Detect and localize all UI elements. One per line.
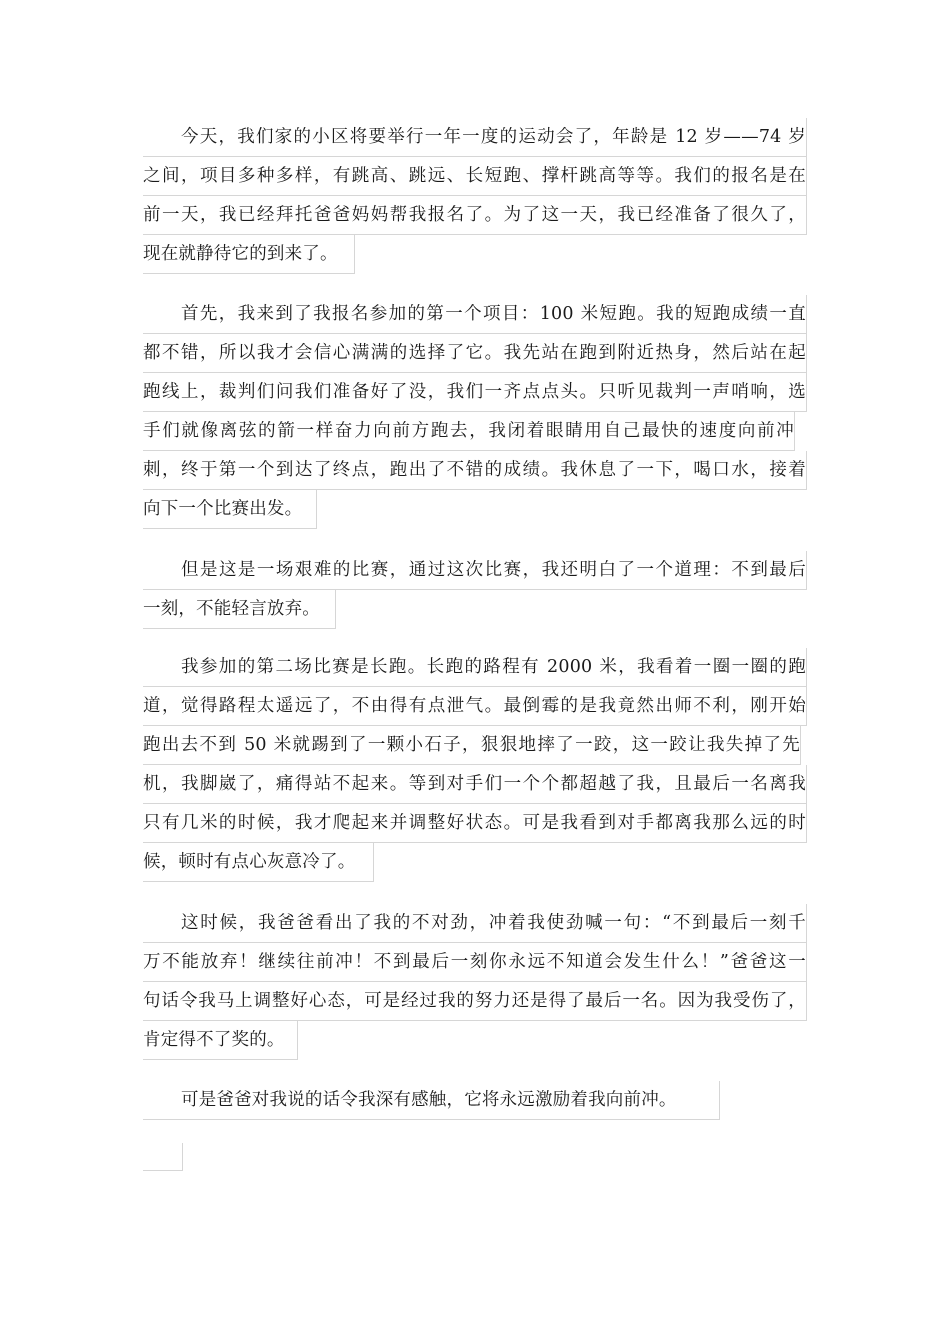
paragraph-line: 都不错，所以我才会信心满满的选择了它。我先站在跑到附近热身，然后站在起 [143, 334, 807, 373]
empty-paragraph-marker [143, 1143, 183, 1171]
paragraph-1 [143, 118, 807, 274]
paragraph-3 [143, 551, 807, 629]
paragraph-line: 前一天，我已经拜托爸爸妈妈帮我报名了。为了这一天，我已经准备了很久了， [143, 196, 807, 235]
paragraph-line: 道，觉得路程太遥远了，不由得有点泄气。最倒霉的是我竟然出师不利，刚开始 [143, 687, 807, 726]
paragraph-line: 这时候，我爸爸看出了我的不对劲，冲着我使劲喊一句：“不到最后一刻千 [143, 904, 807, 943]
paragraph-line: 肯定得不了奖的。 [143, 1021, 298, 1060]
paragraph-line: 我参加的第二场比赛是长跑。长跑的路程有 2000 米，我看着一圈一圈的跑 [143, 648, 807, 687]
paragraph-line: 今天，我们家的小区将要举行一年一度的运动会了，年龄是 12 岁——74 岁 [143, 118, 807, 157]
paragraph-line: 但是这是一场艰难的比赛，通过这次比赛，我还明白了一个道理：不到最后 [143, 551, 807, 590]
paragraph-4 [143, 648, 807, 882]
paragraph-line: 刺，终于第一个到达了终点，跑出了不错的成绩。我休息了一下，喝口水，接着 [143, 451, 807, 490]
paragraph-line: 句话令我马上调整好心态，可是经过我的努力还是得了最后一名。因为我受伤了， [143, 982, 807, 1021]
paragraph-6 [143, 1081, 807, 1120]
paragraph-line: 可是爸爸对我说的话令我深有感触，它将永远激励着我向前冲。 [143, 1081, 720, 1120]
paragraph-line: 只有几米的时候，我才爬起来并调整好状态。可是我看到对手都离我那么远的时 [143, 804, 807, 843]
paragraph-line: 机，我脚崴了，痛得站不起来。等到对手们一个个都超越了我，且最后一名离我 [143, 765, 807, 804]
paragraph-5 [143, 904, 807, 1060]
paragraph-line: 手们就像离弦的箭一样奋力向前方跑去，我闭着眼睛用自己最快的速度向前冲 [143, 412, 795, 451]
paragraph-line: 候，顿时有点心灰意冷了。 [143, 843, 374, 882]
paragraph-line: 一刻，不能轻言放弃。 [143, 590, 336, 629]
paragraph-line: 向下一个比赛出发。 [143, 490, 317, 529]
paragraph-2 [143, 295, 807, 529]
paragraph-line: 之间，项目多种多样，有跳高、跳远、长短跑、撑杆跳高等等。我们的报名是在 [143, 157, 807, 196]
paragraph-line: 万不能放弃！继续往前冲！不到最后一刻你永远不知道会发生什么！”爸爸这一 [143, 943, 807, 982]
paragraph-line: 跑出去不到 50 米就踢到了一颗小石子，狠狠地摔了一跤，这一跤让我失掉了先 [143, 726, 801, 765]
paragraph-line: 首先，我来到了我报名参加的第一个项目：100 米短跑。我的短跑成绩一直 [143, 295, 807, 334]
paragraph-line: 现在就静待它的到来了。 [143, 235, 355, 274]
paragraph-line: 跑线上，裁判们问我们准备好了没，我们一齐点点头。只听见裁判一声哨响，选 [143, 373, 807, 412]
